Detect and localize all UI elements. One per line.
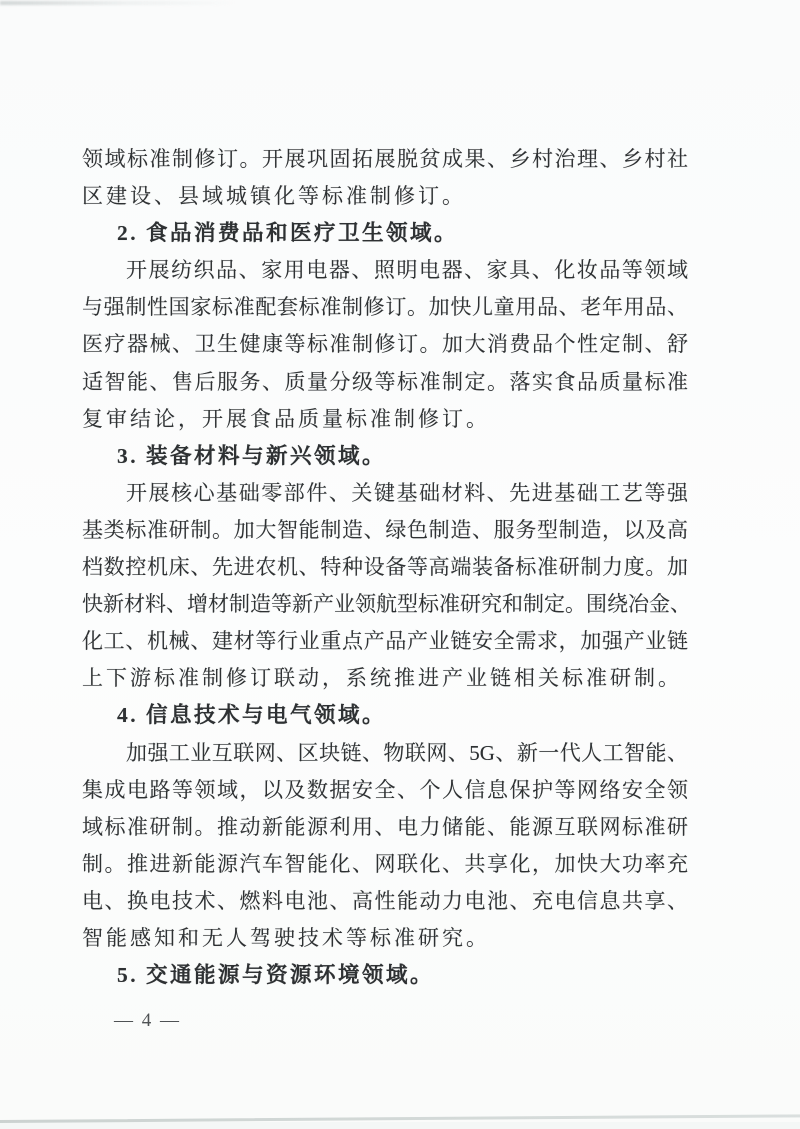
text-line: 档数控机床、先进农机、特种设备等高端装备标准研制力度。加 bbox=[82, 555, 688, 580]
text-line: 化工、机械、建材等行业重点产品产业链安全需求，加强产业链 bbox=[82, 629, 688, 654]
text-line: 领域标准制修订。开展巩固拓展脱贫成果、乡村治理、乡村社 bbox=[82, 147, 688, 171]
section-heading: 4. 信息技术与电气领域。 bbox=[117, 703, 387, 728]
text-line: 开展纺织品、家用电器、照明电器、家具、化妆品等领域 bbox=[126, 258, 688, 283]
section-heading: 3. 装备材料与新兴领域。 bbox=[117, 443, 387, 468]
text-line: 电、换电技术、燃料电池、高性能动力电池、充电信息共享、 bbox=[82, 888, 688, 913]
text-line: 集成电路等领域，以及数据安全、个人信息保护等网络安全领 bbox=[82, 777, 688, 802]
text-line: 与强制性国家标准配套标准制修订。加快儿童用品、老年用品、 bbox=[82, 295, 688, 320]
text-line: 区建设、县域城镇化等标准制修订。 bbox=[82, 184, 466, 209]
text-line: 制。推进新能源汽车智能化、网联化、共享化，加快大功率充 bbox=[82, 851, 688, 876]
text-line: 医疗器械、卫生健康等标准制修订。加大消费品个性定制、舒 bbox=[82, 332, 688, 357]
document-body-text bbox=[82, 141, 691, 994]
text-line: 上下游标准制修订联动，系统推进产业链相关标准研制。 bbox=[82, 666, 682, 691]
scan-smudge-top bbox=[0, 1, 235, 5]
page-number: — 4 — bbox=[114, 1010, 181, 1031]
section-heading: 2. 食品消费品和医疗卫生领域。 bbox=[117, 221, 459, 246]
text-line: 加强工业互联网、区块链、物联网、5G、新一代人工智能、 bbox=[126, 740, 688, 765]
section-heading: 5. 交通能源与资源环境领域。 bbox=[117, 963, 435, 988]
text-line: 智能感知和无人驾驶技术等标准研究。 bbox=[82, 925, 490, 950]
text-line: 复审结论，开展食品质量标准制修订。 bbox=[82, 406, 490, 431]
text-line: 开展核心基础零部件、关键基础材料、先进基础工艺等强 bbox=[126, 480, 688, 505]
text-line: 域标准研制。推动新能源利用、电力储能、能源互联网标准研 bbox=[82, 814, 688, 839]
text-line: 适智能、售后服务、质量分级等标准制定。落实食品质量标准 bbox=[82, 369, 688, 394]
text-line: 基类标准研制。加大智能制造、绿色制造、服务型制造，以及高 bbox=[82, 517, 688, 542]
scan-paper-edge-area bbox=[0, 1122, 800, 1129]
text-line: 快新材料、增材制造等新产业领航型标准研究和制定。围绕冶金、 bbox=[82, 592, 691, 617]
